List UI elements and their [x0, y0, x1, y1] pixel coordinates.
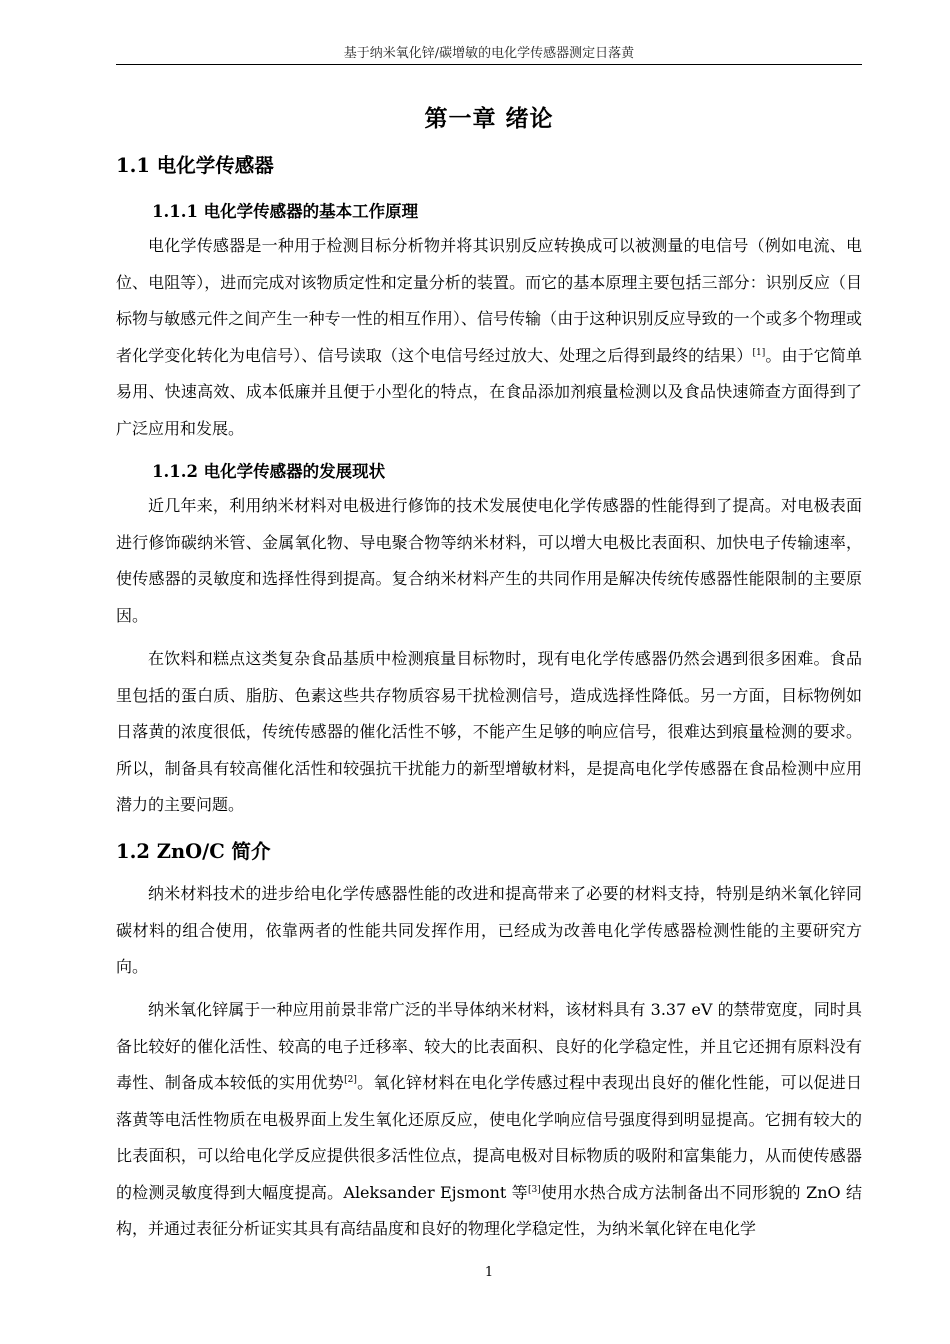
running-header: 基于纳米氧化锌/碳增敏的电化学传感器测定日落黄: [343, 46, 635, 61]
paragraph-text: 。由于它简单易用、快速高效、成本低廉并且便于小型化的特点，在食品添加剂痕量检测以及食品快速筛查方面得到了广泛应用和发展。: [116, 345, 862, 438]
paragraph-principle: [116, 228, 862, 447]
paragraph-text: 电化学传感器是一种用于检测目标分析物并将其识别反应转换成可以被测量的电信号（例如电流、电位、电阻等），进而完成对该物质定性和定量分析的装置。而它的基本原理主要包括三部分：识别反应（目标物与敏感元件之间产生一种专一性的相互作用）、信号传输（由于这种识别反应导致的一个或多个物理或者化学变化转化为电信号）、信号读取（这个电信号经过放大、处理之后得到最终的结果）: [116, 236, 862, 365]
citation-ref: [2]: [344, 1075, 357, 1085]
paragraph-zno-c-intro: 纳米材料技术的进步给电化学传感器性能的改进和提高带来了必要的材料支持，特别是纳米氧化锌同碳材料的组合使用，依靠两者的性能共同发挥作用，已经成为改善电化学传感器检测性能的主要研究方向。: [116, 884, 862, 976]
citation-ref: [1]: [752, 347, 766, 358]
paragraph-development-1: 近几年来，利用纳米材料对电极进行修饰的技术发展使电化学传感器的性能得到了提高。对电极表面进行修饰碳纳米管、金属氧化物、导电聚合物等纳米材料，可以增大电极比表面积、加快电子传输速率，使传感器的灵敏度和选择性得到提高。复合纳米材料产生的共同作用是解决传统传感器性能限制的主要原因。: [116, 496, 862, 625]
header-rule: [116, 64, 862, 65]
paragraph-zno-properties: [116, 992, 862, 1248]
page-number: 1: [484, 1265, 494, 1280]
paragraph-development-2: 在饮料和糕点这类复杂食品基质中检测痕量目标物时，现有电化学传感器仍然会遇到很多困难。食品里包括的蛋白质、脂肪、色素这些共存物质容易干扰检测信号，造成选择性降低。另一方面，目标物例如日落黄的浓度很低，传统传感器的催化活性不够，不能产生足够的响应信号，很难达到痕量检测的要求。所以，制备具有较高催化活性和较强抗干扰能力的新型增敏材料，是提高电化学传感器在食品检测中应用潜力的主要问题。: [116, 649, 862, 814]
paragraph-text: 纳米氧化锌属于一种应用前景非常广泛的半导体纳米材料，该材料具有 3.37 eV 的禁带宽度，同时具备比较好的催化活性、较高的电子迁移率、较大的比表面积、良好的化学稳定性，并且它还拥有原料没有毒性、制备成本较低的实用优势: [116, 1000, 862, 1092]
paragraph-text: 使用水热合成方法制备出不同形貌的 ZnO 结构，并通过表征分析证实其具有高结晶度和良好的物理化学稳定性，为纳米氧化锌在电化学: [116, 1182, 862, 1238]
section-heading-1-2: 1.2 ZnO/C 简介: [116, 840, 271, 863]
subsection-heading-1-1-2: 1.1.2 电化学传感器的发展现状: [152, 462, 386, 481]
section-heading-1-1: 1.1 电化学传感器: [116, 154, 274, 177]
subsection-heading-1-1-1: 1.1.1 电化学传感器的基本工作原理: [152, 202, 419, 221]
citation-ref: [3]: [527, 1184, 541, 1195]
chapter-title: 第一章 绪论: [424, 105, 554, 132]
paragraph-text: 。氧化锌材料在电化学传感过程中表现出良好的催化性能，可以促进日落黄等电活性物质在电极界面上发生氧化还原反应，使电化学响应信号强度得到明显提高。它拥有较大的比表面积，可以给电化学反应提供很多活性位点，提高电极对目标物质的吸附和富集能力，从而使传感器的检测灵敏度得到大幅度提高。Aleksander Ejsmont 等: [116, 1073, 862, 1202]
